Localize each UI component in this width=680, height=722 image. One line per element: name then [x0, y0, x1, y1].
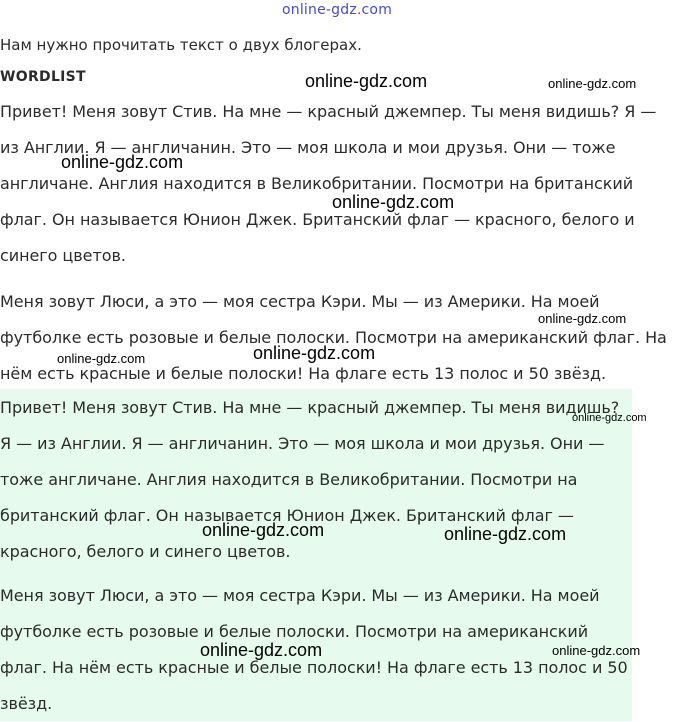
watermark: online-gdz.com	[253, 343, 376, 363]
watermark: online-gdz.com	[552, 643, 641, 658]
intro-text: Нам нужно прочитать текст о двух блогерах.	[0, 36, 362, 54]
paragraph-lucy: Меня зовут Люси, а это — моя сестра Кэри. Мы — из Америки. На моей футболке есть розовые и белые полоски. Посмотри на американский флаг. На нём есть красные и белые полоски! На флаге есть 13 полос и 50 звёзд.	[0, 292, 667, 383]
paragraph-steve-highlight: Привет! Меня зовут Стив. На мне — красный джемпер. Ты меня видишь? Я — из Англии. Я — англичанин. Это — моя школа и мои друзья. Они — тоже англичане. Англия находится в Великобритании. Посмотри на британский флаг. Он называется Юнион Джек. Британский флаг — красного, белого и синего цветов.	[0, 398, 620, 561]
paragraph-lucy-highlight: Меня зовут Люси, а это — моя сестра Кэри. Мы — из Америки. На моей футболке есть розовые и белые полоски. Посмотри на американский флаг. На нём есть красные и белые полоски! На флаге есть 13 полос и 50 звёзд.	[0, 586, 628, 713]
watermark: online-gdz.com	[332, 192, 455, 212]
watermark: online-gdz.com	[548, 76, 637, 91]
site-watermark-top: online-gdz.com	[282, 2, 393, 18]
watermark: online-gdz.com	[200, 640, 323, 660]
watermark: online-gdz.com	[61, 152, 184, 172]
watermark: online-gdz.com	[202, 520, 325, 540]
watermark: online-gdz.com	[305, 71, 428, 91]
watermark: online-gdz.com	[572, 412, 647, 424]
paragraph-steve: Привет! Меня зовут Стив. На мне — красный джемпер. Ты меня видишь? Я — из Англии. Я — англичанин. Это — моя школа и мои друзья. Они — тоже англичане. Англия находится в Великобритании. Посмотри на британский флаг. Он называется Юнион Джек. Британский флаг — красного, белого и синего цветов.	[0, 102, 657, 265]
watermark: online-gdz.com	[57, 351, 146, 366]
watermark: online-gdz.com	[538, 311, 627, 326]
watermark: online-gdz.com	[444, 524, 567, 544]
wordlist-heading: WORDLIST	[0, 69, 86, 85]
